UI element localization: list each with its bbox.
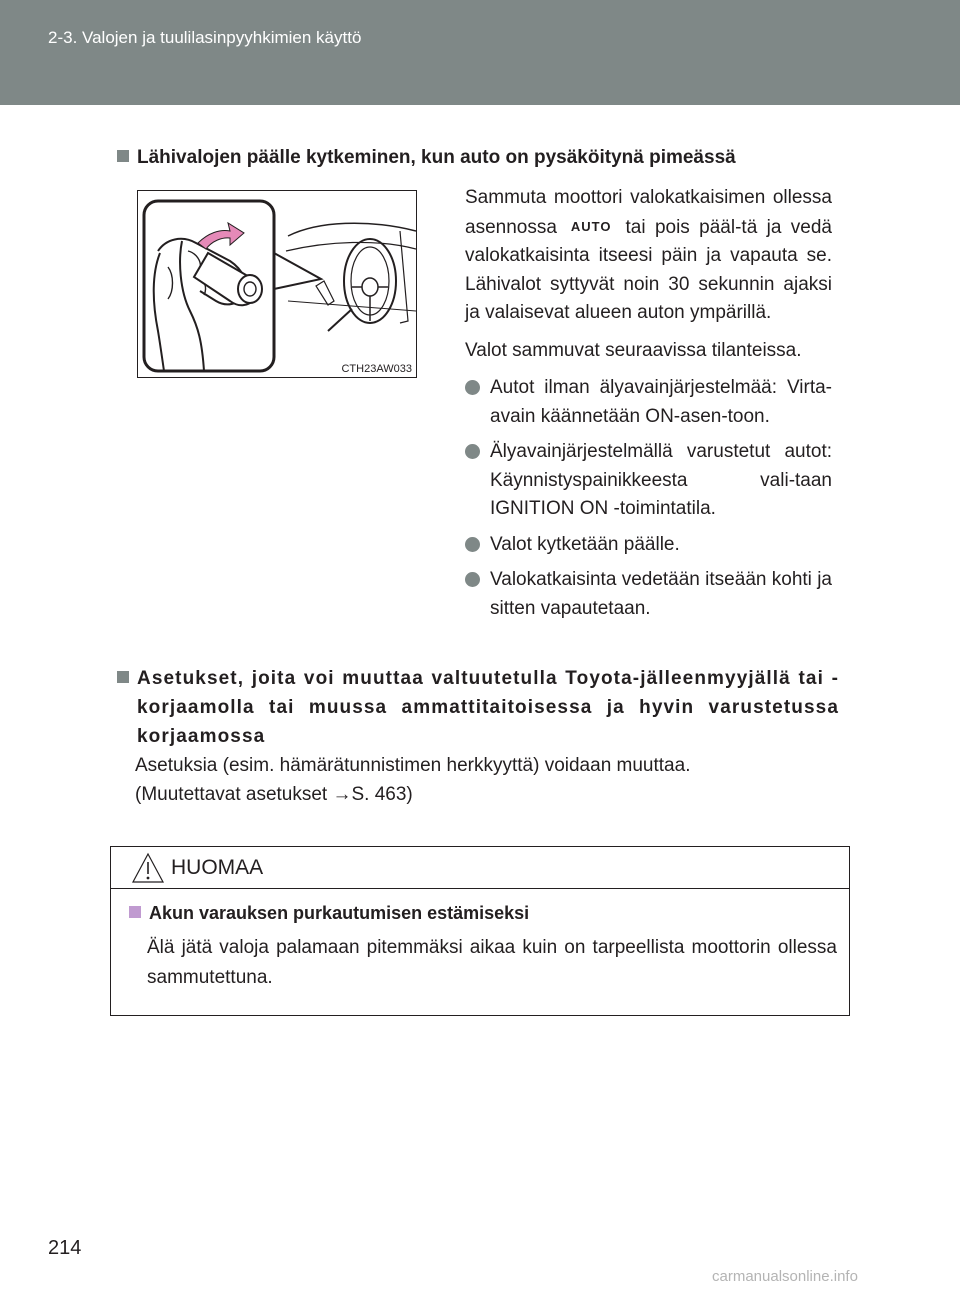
list-item xyxy=(465,374,832,431)
notice-text: Älä jätä valoja palamaan pitemmäksi aikaa kuin on tarpeellista moottorin ollessa sammutettuna. xyxy=(147,937,837,988)
switch-illustration-drawing xyxy=(138,191,417,378)
section-title: 2-3. Valojen ja tuulilasinpyyhkimien käyttö xyxy=(48,28,362,47)
list-item-text: Autot ilman älyavainjärjestelmää: Virta-avain käännetään ON-asen-toon. xyxy=(490,377,832,427)
instruction-paragraph xyxy=(465,184,832,328)
notice-title: HUOMAA xyxy=(171,856,264,879)
page-header xyxy=(0,0,960,105)
list-item-text: Älyavainjärjestelmällä varustetut autot: Käynnistyspainikkeesta vali-taan IGNITION ON -toimintatila. xyxy=(490,441,832,519)
list-item-text: Valot kytketään päälle. xyxy=(490,533,680,555)
section1-heading-text: Lähivalojen päälle kytkeminen, kun auto on pysäköitynä pimeässä xyxy=(137,147,736,168)
notice-box xyxy=(110,846,850,1016)
list-item-text: Valokatkaisinta vedetään itseään kohti ja sitten vapautetaan. xyxy=(490,569,832,619)
off-conditions-intro: Valot sammuvat seuraavissa tilanteissa. xyxy=(465,339,802,361)
bullet-dot-icon xyxy=(465,444,480,459)
page-number: 214 xyxy=(48,1237,82,1259)
section2-heading xyxy=(117,664,839,751)
settings-text: Asetuksia (esim. hämärätunnistimen herkkyyttä) voidaan muuttaa. xyxy=(135,755,691,776)
off-conditions-list xyxy=(465,374,832,623)
list-item xyxy=(465,566,832,623)
bullet-dot-icon xyxy=(465,572,480,587)
heading-square-icon xyxy=(117,150,129,162)
headlight-switch-illustration xyxy=(137,190,417,378)
section2-body xyxy=(135,752,835,809)
watermark: carmanualsonline.info xyxy=(712,1268,858,1285)
list-item xyxy=(465,438,832,524)
notice-subheading xyxy=(129,903,529,924)
section1-heading xyxy=(117,143,736,172)
section1-body xyxy=(465,184,832,623)
bullet-dot-icon xyxy=(465,537,480,552)
notice-header xyxy=(111,847,849,889)
auto-position-symbol: AUTO xyxy=(570,218,612,234)
instruction-text-start: Sammuta moottori valokatkaisimen ollessa asennossa xyxy=(465,187,832,238)
notice-square-icon xyxy=(129,906,141,918)
figure-code: CTH23AW033 xyxy=(341,363,412,375)
warning-triangle-icon xyxy=(131,852,165,884)
settings-reference: (Muutettavat asetukset →S. 463) xyxy=(135,783,413,805)
bullet-dot-icon xyxy=(465,380,480,395)
instruction-text-end: tai pois pääl-tä ja vedä valokatkaisinta itseesi päin ja vapauta se. Lähivalot syttyvät noin 30 sekunnin ajaksi ja valaisevat alueen auton ympärillä. xyxy=(465,216,832,323)
section2-heading-text: Asetukset, joita voi muuttaa valtuutetulla Toyota-jälleenmyyjällä tai -korjaamolla tai muussa ammattitaitoisessa ja hyvin varustetussa korjaamossa xyxy=(137,668,839,747)
list-item xyxy=(465,531,832,560)
notice-subheading-text: Akun varauksen purkautumisen estämiseksi xyxy=(149,903,530,923)
heading-square-icon xyxy=(117,671,129,683)
